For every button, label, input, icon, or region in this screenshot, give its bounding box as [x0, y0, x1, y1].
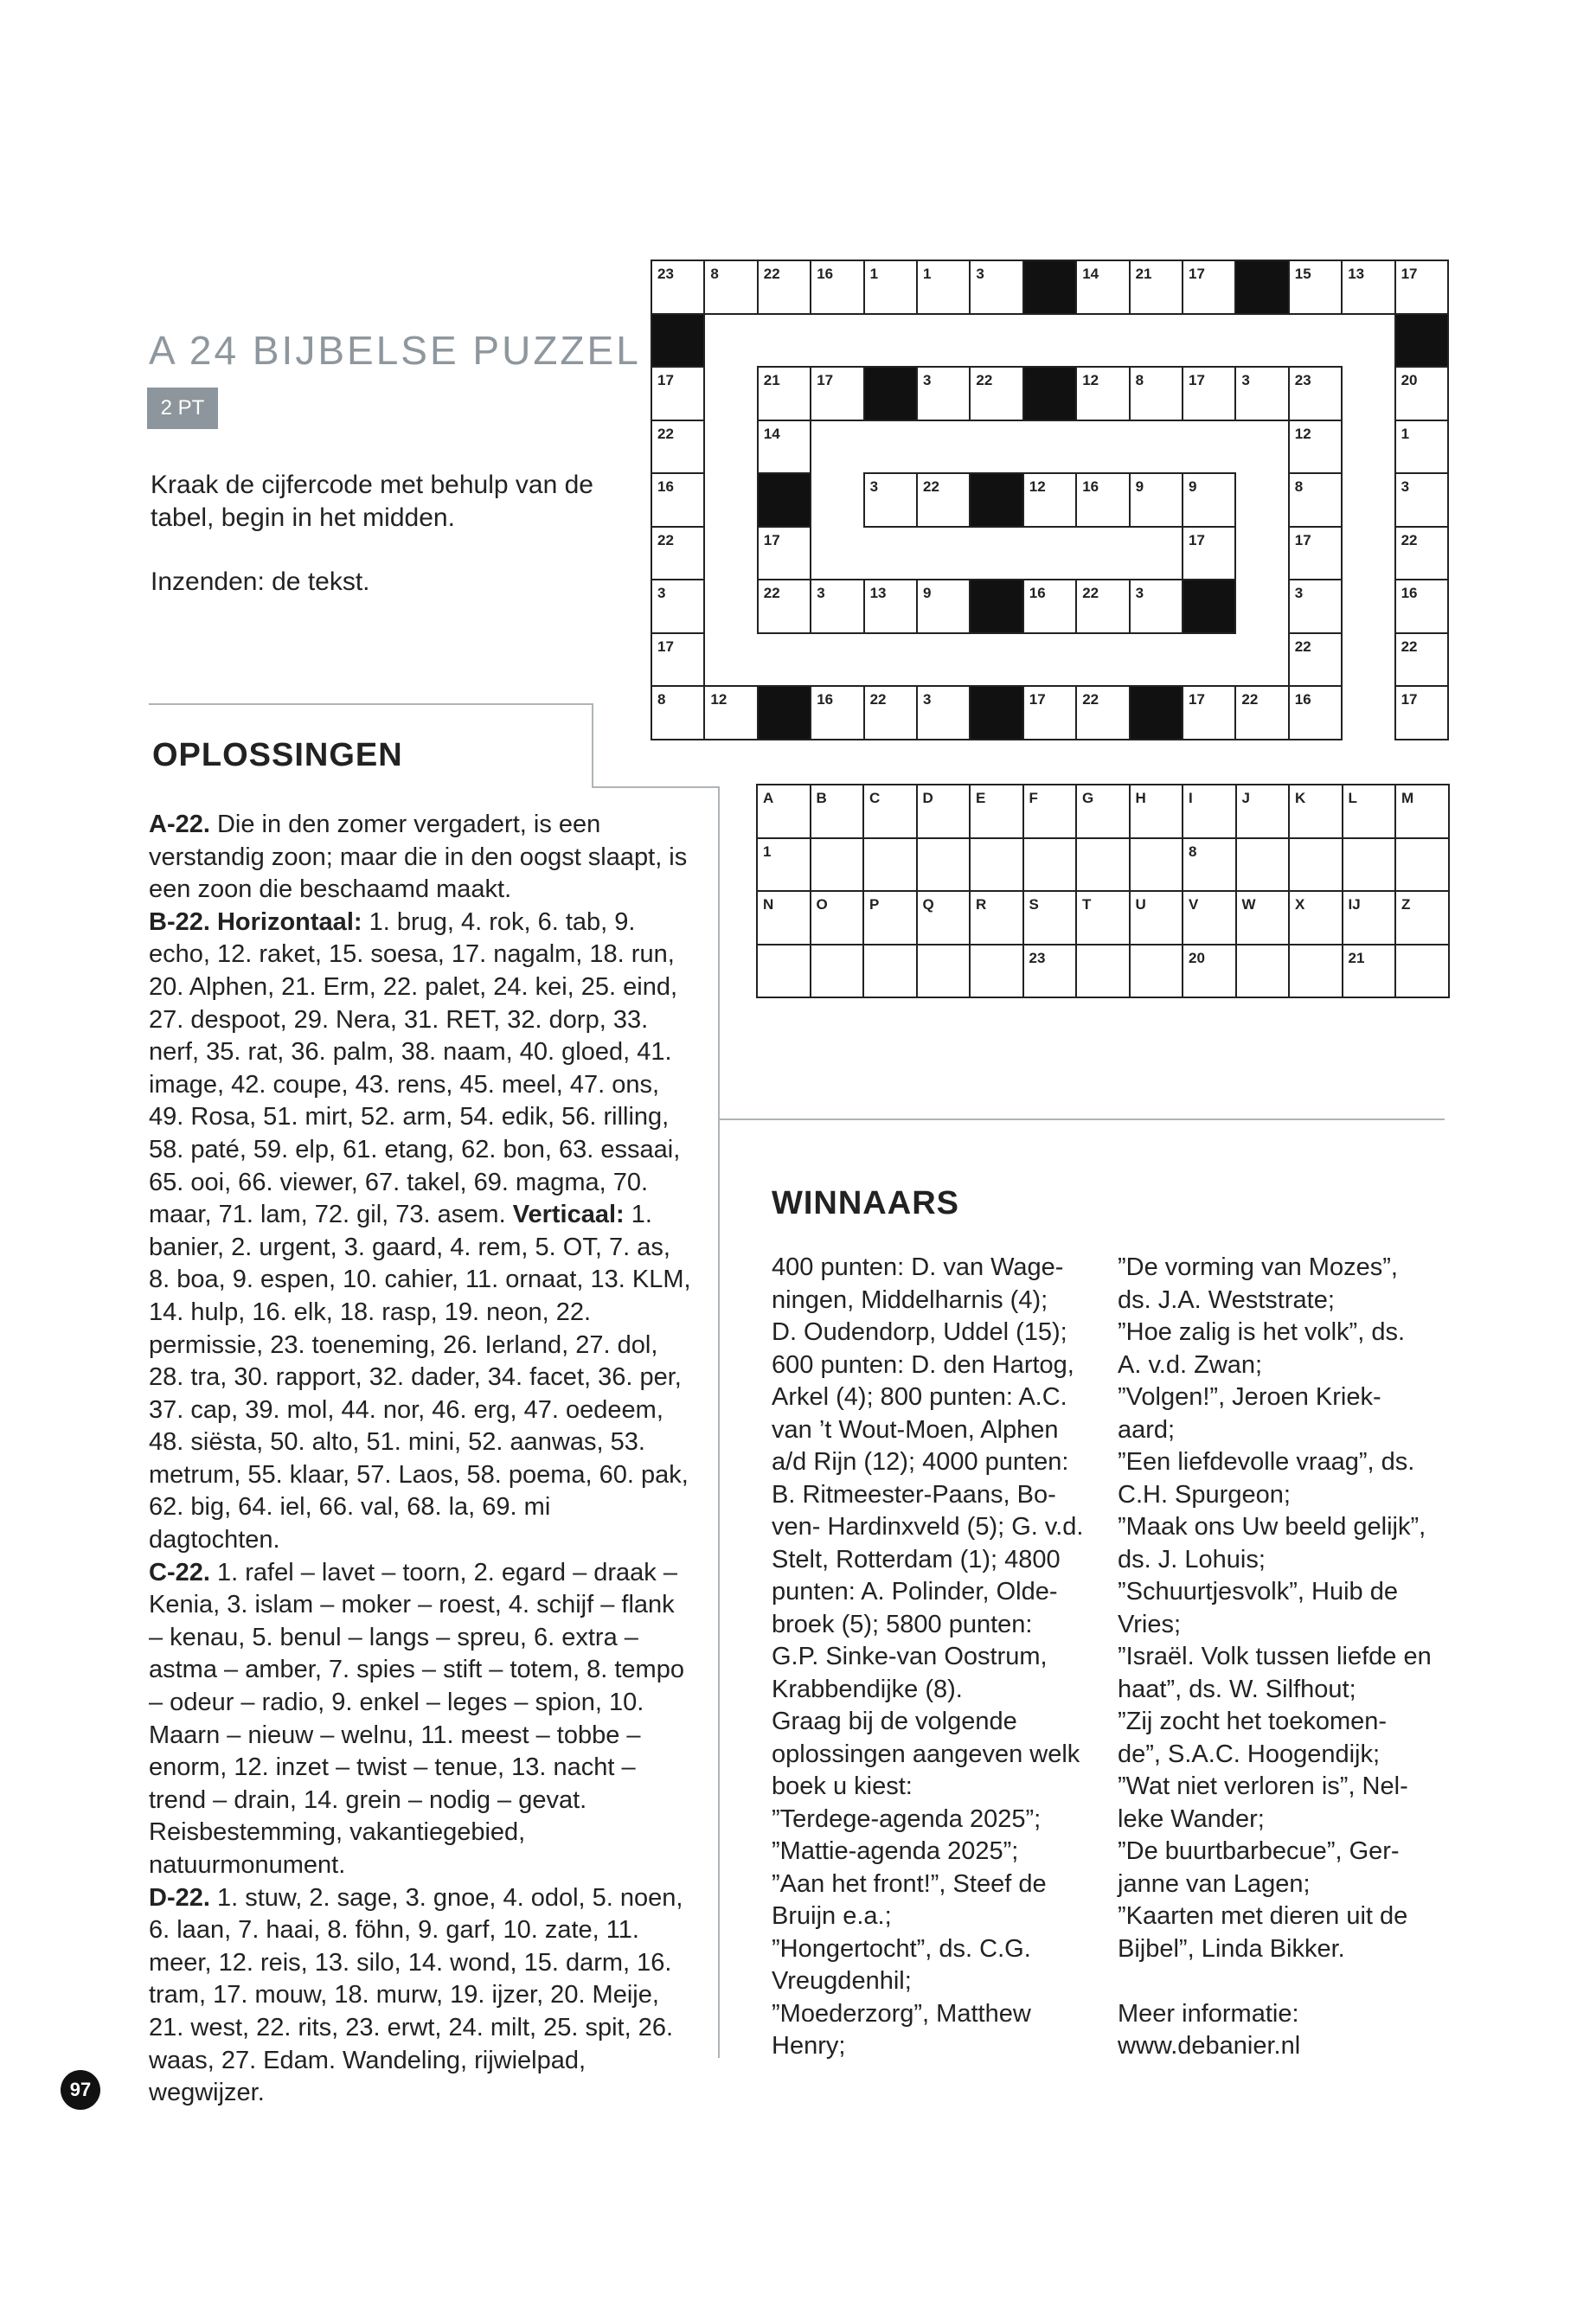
grid-cell: [863, 472, 918, 528]
key-number: 8: [1189, 843, 1197, 860]
grid-cell-number: 9: [1189, 478, 1197, 495]
puzzle-intro: [151, 469, 635, 630]
grid-cell: [969, 260, 1023, 315]
key-table-cell: [756, 837, 811, 893]
grid-cell-number: 8: [710, 266, 719, 282]
solution-a: A-22. Die in den zomer vergadert, is een verstandig zoon; maar die in den oogst slaapt, is een zoon die beschaamd maakt.: [149, 811, 688, 904]
winners-line: Bruijn e.a.;: [772, 1902, 892, 1930]
grid-cell: [651, 632, 705, 688]
grid-cell: [651, 472, 705, 528]
grid-cell: [1288, 420, 1343, 475]
key-letter: V: [1189, 896, 1199, 913]
grid-cell-number: 23: [657, 266, 674, 282]
grid-cell: [916, 685, 971, 740]
grid-cell-number: 22: [923, 478, 939, 495]
key-letter: P: [869, 896, 880, 913]
grid-cell: [1288, 685, 1343, 740]
winners-line: ven- Hardinxveld (5); G. v.d.: [772, 1513, 1084, 1541]
grid-cell: [1075, 260, 1130, 315]
grid-cell: [969, 366, 1023, 421]
grid-black-cell: [757, 472, 811, 528]
key-letter: O: [816, 896, 828, 913]
key-table-cell: [1182, 890, 1237, 945]
grid-cell: [916, 366, 971, 421]
key-table-cell: [916, 944, 971, 999]
key-letter: M: [1401, 790, 1414, 806]
divider-oplossingen-connector: [592, 786, 720, 788]
winners-line: janne van Lagen;: [1118, 1869, 1311, 1898]
grid-black-cell: [969, 685, 1023, 740]
grid-cell-number: 14: [763, 425, 780, 442]
grid-cell-number: 21: [1135, 266, 1152, 282]
grid-cell: [1129, 260, 1183, 315]
grid-black-cell: [1129, 685, 1183, 740]
grid-cell-number: 17: [1189, 531, 1205, 548]
key-letter: E: [976, 790, 986, 806]
grid-cell: [863, 579, 918, 634]
winners-line: C.H. Spurgeon;: [1118, 1480, 1291, 1509]
grid-cell: [1129, 366, 1183, 421]
grid-black-cell: [969, 579, 1023, 634]
grid-cell: [810, 579, 864, 634]
winners-column-2: [1118, 1252, 1432, 2063]
key-table-cell: [1075, 837, 1131, 893]
key-table-cell: [1182, 837, 1237, 893]
grid-cell: [1341, 260, 1395, 315]
winners-line: aard;: [1118, 1415, 1176, 1444]
key-table-cell: [1182, 784, 1237, 839]
grid-cell-number: 22: [763, 585, 780, 601]
grid-cell: [1394, 579, 1449, 634]
grid-cell: [651, 526, 705, 581]
winners-line: leke Wander;: [1118, 1804, 1265, 1833]
key-letter: N: [763, 896, 774, 913]
grid-cell: [1022, 579, 1077, 634]
key-letter: S: [1029, 896, 1039, 913]
key-table-cell: [969, 784, 1024, 839]
key-letter: W: [1241, 896, 1256, 913]
grid-cell-number: 17: [763, 531, 780, 548]
grid-cell-number: 17: [657, 638, 674, 655]
grid-cell: [757, 420, 811, 475]
solution-b: B-22. Horizontaal: 1. brug, 4. rok, 6. tab, 9. echo, 12. raket, 15. soesa, 17. nagalm, 18. run, 20. Alphen, 21. Erm, 22. palet, 24. kei, 25. eind, 27. despoot, 29. Nera, 31. RET, 32. dorp, 33. nerf, 35. rat, 36. palm, 38. naam, 40. gloed, 41. image, 42. coupe, 43. rens, 45. meel, 47. ons, 49. Rosa, 51. mirt, 52. arm, 54. edik, 56. rilling, 58. paté, 59. elp, 61. etang, 62. bon, 63. essaai, 65. ooi, 66. viewer, 67. takel, 69. magma, 70. maar, 71. lam, 72. gil, 73. asem. Verticaal: 1. banier, 2. urgent, 3. gaard, 4. rem, 5. OT, 7. as, 8. boa, 9. espen, 10. cahier, 11. ornaat, 13. KLM, 14. hulp, 16. elk, 18. rasp, 19. neon, 22. permissie, 23. toeneming, 26. Ierland, 27. dol, 28. tra, 30. rapport, 32. dader, 34. facet, 36. per, 37. cap, 39. mol, 44. nor, 46. erg, 47. oedeem, 48. siësta, 50. alto, 51. mini, 52. aanwas, 53. metrum, 55. klaar, 57. Laos, 58. poema, 60. pak, 62. big, 64. iel, 66. val, 68. la, 69. mi: [149, 907, 691, 1522]
grid-cell-number: 3: [1294, 585, 1304, 601]
grid-black-cell: [969, 472, 1023, 528]
key-number: 1: [763, 843, 772, 860]
grid-cell-number: 8: [1135, 372, 1144, 388]
key-letter: D: [922, 790, 933, 806]
key-table-cell: [1235, 944, 1291, 999]
key-table-cell: [1075, 944, 1131, 999]
key-table-cell: [1394, 837, 1450, 893]
key-table-cell: [1022, 890, 1078, 945]
grid-cell: [1075, 366, 1130, 421]
puzzle-submit-note: Inzenden: de tekst.: [151, 567, 370, 596]
winners-line: Stelt, Rotterdam (1); 4800: [772, 1545, 1061, 1574]
key-table-cell: [1022, 784, 1078, 839]
key-table-cell: [1342, 944, 1397, 999]
winners-line: www.debanier.nl: [1118, 2032, 1301, 2060]
key-number: 23: [1029, 949, 1046, 966]
divider-column: [718, 786, 720, 2058]
grid-cell: [651, 420, 705, 475]
grid-cell-number: 3: [869, 478, 879, 495]
winners-line: ningen, Middelharnis (4);: [772, 1285, 1048, 1314]
grid-cell-number: 22: [1401, 531, 1418, 548]
grid-cell-number: 12: [710, 691, 727, 708]
grid-cell-number: 22: [1082, 585, 1099, 601]
winners-line: ”Hongertocht”, ds. C.G.: [772, 1934, 1031, 1963]
key-letter: Z: [1401, 896, 1411, 913]
key-letter: B: [816, 790, 827, 806]
winners-line: ”De buurtbarbecue”, Ger-: [1118, 1837, 1400, 1865]
grid-cell-number: 23: [1294, 372, 1311, 388]
puzzle-instruction: Kraak de cijfercode met behulp van de tabel, begin in het midden.: [151, 471, 593, 532]
winners-line: [1118, 1965, 1432, 1998]
winners-line: ”Wat niet verloren is”, Nel-: [1118, 1772, 1408, 1800]
grid-black-cell: [863, 366, 918, 421]
key-table-cell: [916, 837, 971, 893]
grid-cell-number: 3: [1241, 372, 1250, 388]
winners-line: ”Een liefdevolle vraag”, ds.: [1118, 1448, 1415, 1476]
grid-cell-number: 21: [763, 372, 780, 388]
winners-line: Henry;: [772, 2032, 846, 2060]
winners-line: ”Israël. Volk tussen liefde en: [1118, 1643, 1432, 1670]
grid-black-cell: [1022, 260, 1077, 315]
winners-column-1: [772, 1252, 1083, 2063]
grid-cell: [1394, 526, 1449, 581]
grid-cell-number: 22: [1294, 638, 1311, 655]
grid-cell: [1234, 366, 1289, 421]
winners-line: ds. J. Lohuis;: [1118, 1545, 1266, 1574]
grid-black-cell: [1182, 579, 1236, 634]
grid-cell: [1022, 472, 1077, 528]
winners-line: ”Volgen!”, Jeroen Kriek-: [1118, 1383, 1381, 1411]
winners-line: van ’t Wout-Moen, Alphen: [772, 1415, 1059, 1444]
grid-cell-number: 22: [1401, 638, 1418, 655]
key-table-cell: [1129, 944, 1184, 999]
grid-cell-number: 1: [869, 266, 879, 282]
key-table-cell: [810, 837, 865, 893]
winners-line: punten: A. Polinder, Olde-: [772, 1578, 1058, 1606]
key-table-cell: [969, 890, 1024, 945]
winners-line: Vreugdenhil;: [772, 1967, 912, 1995]
winners-line: boek u kiest:: [772, 1772, 913, 1800]
grid-cell-number: 3: [923, 372, 932, 388]
winners-line: ds. J.A. Weststrate;: [1118, 1285, 1335, 1314]
grid-cell: [810, 366, 864, 421]
grid-cell: [757, 579, 811, 634]
grid-cell-number: 22: [657, 425, 674, 442]
grid-cell: [1182, 685, 1236, 740]
key-letter: T: [1082, 896, 1092, 913]
winners-line: Meer informatie:: [1118, 1999, 1299, 2028]
points-badge: 2 PT: [147, 388, 218, 429]
winners-line: Vries;: [1118, 1610, 1182, 1638]
grid-cell: [1394, 685, 1449, 740]
winners-line: 600 punten: D. den Hartog,: [772, 1350, 1074, 1379]
grid-cell-number: 9: [1135, 478, 1144, 495]
key-table-cell: [1288, 837, 1343, 893]
winners-line: ”Moederzorg”, Matthew: [772, 1999, 1031, 2028]
grid-cell: [651, 579, 705, 634]
grid-cell-number: 16: [817, 691, 834, 708]
key-table-cell: [810, 784, 865, 839]
puzzle-title: A 24 BIJBELSE PUZZEL: [149, 328, 641, 373]
winners-line: oplossingen aangeven welk: [772, 1740, 1080, 1768]
winners-line: ”Zij zocht het toekomen-: [1118, 1708, 1388, 1735]
grid-cell-number: 22: [1082, 691, 1099, 708]
grid-cell-number: 16: [1294, 691, 1311, 708]
grid-black-cell: [757, 685, 811, 740]
grid-cell-number: 22: [976, 372, 993, 388]
grid-cell: [1394, 420, 1449, 475]
key-letter: G: [1082, 790, 1094, 806]
grid-cell-number: 17: [657, 372, 674, 388]
key-letter: K: [1295, 790, 1306, 806]
grid-cell-number: 3: [1401, 478, 1410, 495]
winners-line: ”De vorming van Mozes”,: [1118, 1253, 1398, 1281]
grid-cell-number: 22: [1241, 691, 1259, 708]
grid-cell: [757, 260, 811, 315]
grid-cell: [651, 685, 705, 740]
key-letter: I: [1189, 790, 1193, 806]
solutions-heading: OPLOSSINGEN: [152, 737, 403, 773]
key-letter: C: [869, 790, 881, 806]
grid-cell-number: 15: [1294, 266, 1311, 282]
grid-cell: [1129, 579, 1183, 634]
grid-cell-number: 1: [1401, 425, 1410, 442]
grid-cell-number: 3: [817, 585, 825, 601]
winners-line: Bijbel”, Linda Bikker.: [1118, 1934, 1345, 1963]
key-letter: J: [1241, 790, 1250, 806]
winners-heading: WINNAARS: [772, 1185, 959, 1221]
grid-cell-number: 22: [869, 691, 887, 708]
key-table-cell: [1394, 890, 1450, 945]
divider-winnaars-top: [718, 1118, 1445, 1120]
grid-cell-number: 16: [1401, 585, 1418, 601]
grid-cell-number: 20: [1401, 372, 1418, 388]
key-number: 20: [1189, 949, 1205, 966]
key-table-cell: [1235, 784, 1291, 839]
grid-cell-number: 17: [1029, 691, 1046, 708]
solutions-text: [149, 809, 694, 2110]
key-table-cell: [969, 837, 1024, 893]
key-table-cell: [1235, 837, 1291, 893]
grid-cell: [1182, 366, 1236, 421]
grid-black-cell: [1022, 366, 1077, 421]
grid-cell: [863, 685, 918, 740]
grid-cell: [1288, 260, 1343, 315]
winners-line: ”Schuurtjesvolk”, Huib de: [1118, 1578, 1398, 1606]
key-table-cell: [1075, 890, 1131, 945]
key-table-cell: [1288, 890, 1343, 945]
winners-line: broek (5); 5800 punten:: [772, 1610, 1033, 1638]
grid-cell-number: 3: [657, 585, 666, 601]
grid-cell-number: 3: [923, 691, 932, 708]
key-table-cell: [862, 890, 918, 945]
key-letter: F: [1029, 790, 1038, 806]
grid-cell-number: 17: [1189, 691, 1205, 708]
grid-cell: [703, 260, 758, 315]
grid-cell: [1394, 260, 1449, 315]
key-table-cell: [1342, 837, 1397, 893]
grid-cell-number: 1: [923, 266, 932, 282]
grid-cell-number: 16: [817, 266, 834, 282]
key-table-cell: [756, 944, 811, 999]
grid-cell: [1075, 579, 1130, 634]
key-letter: H: [1135, 790, 1146, 806]
grid-cell-number: 3: [976, 266, 984, 282]
winners-line: ”Terdege-agenda 2025”;: [772, 1804, 1042, 1833]
grid-cell-number: 17: [817, 372, 834, 388]
key-letter: R: [976, 896, 987, 913]
grid-cell: [1288, 472, 1343, 528]
winners-line: haat”, ds. W. Silfhout;: [1118, 1675, 1356, 1703]
winners-line: Arkel (4); 800 punten: A.C.: [772, 1383, 1067, 1411]
winners-line: ”Hoe zalig is het volk”, ds.: [1118, 1318, 1406, 1346]
key-table-cell: [1394, 944, 1450, 999]
grid-cell-number: 14: [1082, 266, 1099, 282]
winners-line: D. Oudendorp, Uddel (15);: [772, 1318, 1067, 1346]
winners-line: ”Kaarten met dieren uit de: [1118, 1902, 1408, 1930]
grid-cell-number: 17: [1294, 531, 1311, 548]
grid-cell-number: 12: [1029, 478, 1046, 495]
key-number: 21: [1348, 949, 1365, 966]
solution-c: C-22. 1. rafel – lavet – toorn, 2. egard – draak – Kenia, 3. islam – moker – roest, 4. schijf – flank – kenau, 5. benul – langs – spreu, 6. extra – astma – amber, 7. spies – stift – totem, 8. tempo – odeur – radio, 9. enkel – leges – spion, 10. Maarn – nieuw – welnu, 11. meest – tobbe – enorm, 12. inzet – twist – tenue, 13. nacht – trend – drain, 14. grein – nodig – gevat. Reisbestemming, vakantiegebied, natuurmonument.: [149, 1558, 684, 1879]
grid-cell: [1075, 472, 1130, 528]
grid-cell-number: 13: [1348, 266, 1365, 282]
key-table-cell: [916, 784, 971, 839]
key-table-cell: [969, 944, 1024, 999]
key-table-cell: [1342, 784, 1397, 839]
grid-cell: [1288, 366, 1343, 421]
grid-cell: [1129, 472, 1183, 528]
grid-cell: [651, 260, 705, 315]
divider-oplossingen-top: [149, 703, 593, 705]
key-letter: L: [1348, 790, 1357, 806]
key-table-cell: [862, 784, 918, 839]
solution-b-end: dagtochten.: [149, 1526, 280, 1554]
grid-cell: [703, 685, 758, 740]
grid-cell-number: 12: [1082, 372, 1099, 388]
winners-line: G.P. Sinke-van Oostrum,: [772, 1643, 1048, 1670]
grid-cell: [1288, 579, 1343, 634]
grid-cell: [1288, 632, 1343, 688]
winners-line: B. Ritmeester-Paans, Bo-: [772, 1480, 1056, 1509]
grid-cell-number: 9: [923, 585, 932, 601]
grid-cell: [916, 260, 971, 315]
key-table-cell: [810, 890, 865, 945]
winners-line: ”Mattie-agenda 2025”;: [772, 1837, 1019, 1865]
grid-cell-number: 17: [1189, 266, 1205, 282]
winners-line: 400 punten: D. van Wage-: [772, 1253, 1064, 1281]
grid-black-cell: [651, 313, 705, 369]
key-table-cell: [1129, 890, 1184, 945]
key-table-cell: [1022, 837, 1078, 893]
key-table-cell: [862, 944, 918, 999]
grid-cell-number: 12: [1294, 425, 1311, 442]
winners-line: ”Aan het front!”, Steef de: [772, 1869, 1047, 1898]
grid-cell-number: 13: [869, 585, 887, 601]
key-letter: Q: [922, 896, 934, 913]
grid-cell-number: 22: [763, 266, 780, 282]
grid-black-cell: [1394, 313, 1449, 369]
grid-cell: [810, 260, 864, 315]
grid-cell-number: 16: [657, 478, 674, 495]
grid-cell: [1394, 472, 1449, 528]
grid-cell: [1182, 472, 1236, 528]
divider-oplossingen-step: [592, 703, 593, 788]
grid-cell: [1075, 685, 1130, 740]
winners-line: de”, S.A.C. Hoogendijk;: [1118, 1740, 1381, 1768]
grid-cell-number: 17: [1401, 266, 1418, 282]
winners-line: Graag bij de volgende: [772, 1708, 1017, 1735]
grid-cell-number: 16: [1029, 585, 1046, 601]
key-table-cell: [756, 784, 811, 839]
grid-cell: [1182, 526, 1236, 581]
key-letter: A: [763, 790, 774, 806]
page-number: 97: [61, 2070, 100, 2110]
key-table-cell: [1288, 944, 1343, 999]
grid-black-cell: [1234, 260, 1289, 315]
key-table-cell: [756, 890, 811, 945]
grid-cell-number: 16: [1082, 478, 1099, 495]
grid-cell: [916, 579, 971, 634]
key-letter: IJ: [1348, 896, 1361, 913]
grid-cell: [757, 366, 811, 421]
key-table-cell: [1129, 784, 1184, 839]
grid-cell: [916, 472, 971, 528]
grid-cell-number: 8: [657, 691, 666, 708]
grid-cell: [757, 526, 811, 581]
key-table-cell: [862, 837, 918, 893]
grid-cell: [1022, 685, 1077, 740]
solution-d: D-22. 1. stuw, 2. sage, 3. gnoe, 4. odol, 5. noen, 6. laan, 7. haai, 8. föhn, 9. garf, 10. zate, 11. meer, 12. reis, 13. silo, 14. wond, 15. darm, 16. tram, 17. mouw, 18. murw, 19. ijzer, 20. Meije, 21. west, 22. rits, 23. erwt, 24. milt, 25. spit, 26. waas, 27. Edam. Wandeling, rijwielpad, wegwijzer.: [149, 1883, 683, 2107]
key-table-cell: [1235, 890, 1291, 945]
key-table-cell: [1129, 837, 1184, 893]
grid-cell-number: 3: [1135, 585, 1144, 601]
grid-cell: [810, 685, 864, 740]
grid-cell-number: 8: [1294, 478, 1304, 495]
grid-cell: [1394, 632, 1449, 688]
grid-cell-number: 17: [1189, 372, 1205, 388]
grid-cell: [1394, 366, 1449, 421]
key-table-cell: [810, 944, 865, 999]
grid-cell: [651, 366, 705, 421]
grid-cell: [1234, 685, 1289, 740]
grid-cell: [1182, 260, 1236, 315]
key-table-cell: [1022, 944, 1078, 999]
key-letter: X: [1295, 896, 1305, 913]
key-table-cell: [1075, 784, 1131, 839]
grid-cell-number: 17: [1401, 691, 1418, 708]
winners-line: ”Maak ons Uw beeld gelijk”,: [1118, 1513, 1426, 1541]
winners-line: A. v.d. Zwan;: [1118, 1350, 1263, 1379]
grid-cell: [863, 260, 918, 315]
key-table-cell: [1288, 784, 1343, 839]
winners-line: Krabbendijke (8).: [772, 1675, 963, 1703]
key-table-cell: [1182, 944, 1237, 999]
key-table-cell: [1342, 890, 1397, 945]
grid-cell: [1288, 526, 1343, 581]
grid-cell-number: 22: [657, 531, 674, 548]
key-letter: U: [1135, 896, 1146, 913]
key-table-cell: [1394, 784, 1450, 839]
winners-line: a/d Rijn (12); 4000 punten:: [772, 1448, 1069, 1476]
key-table-cell: [916, 890, 971, 945]
